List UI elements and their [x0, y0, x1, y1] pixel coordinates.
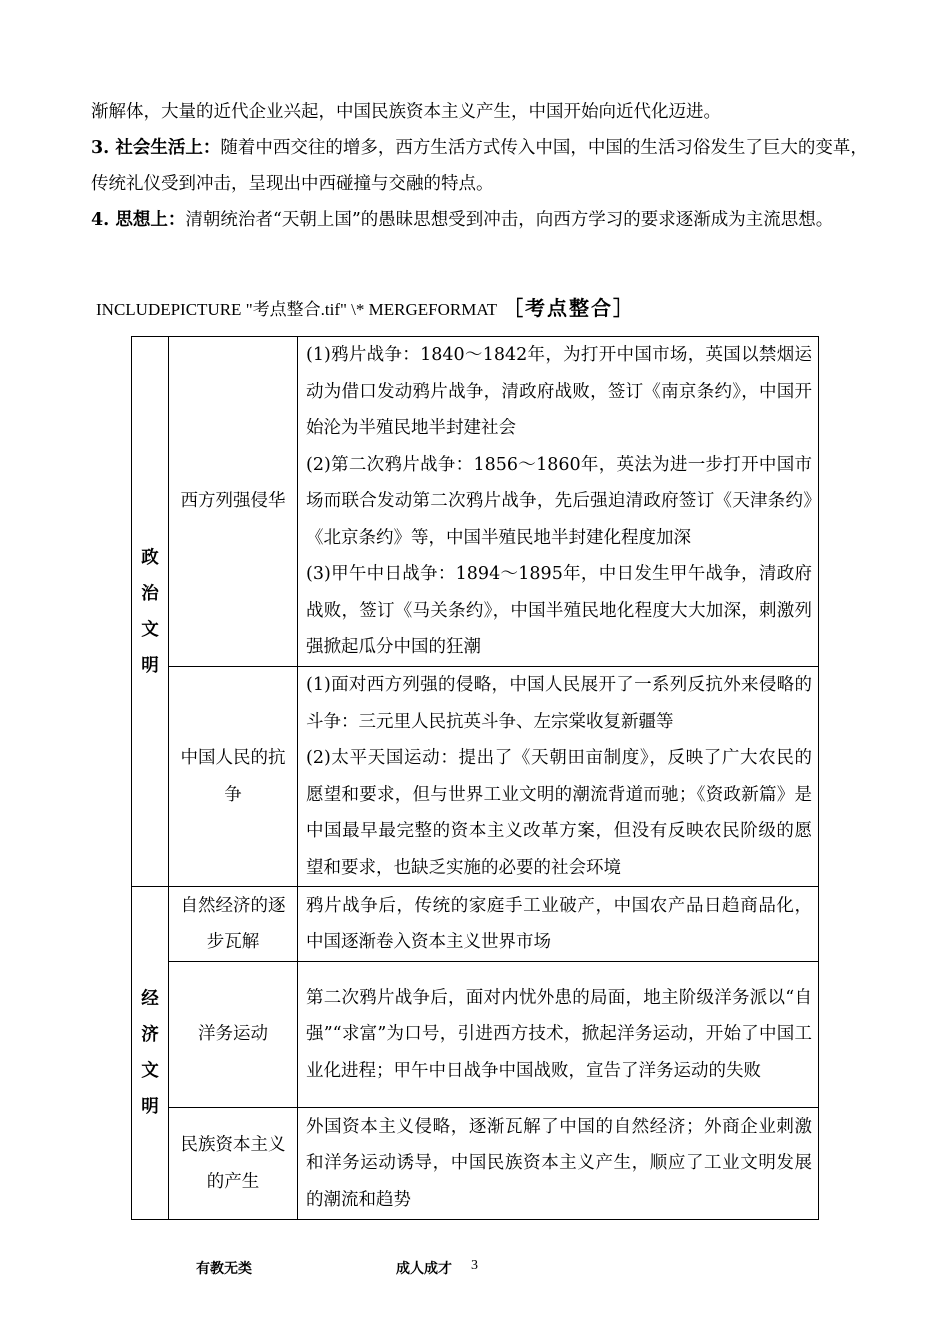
description-cell: (1)鸦片战争：1840～1842年，为打开中国市场，英国以禁烟运动为借口发动鸦片战争，清政府战败，签订《南京条约》，中国开始沦为半殖民地半封建社会 (2)第二次鸦片战争：1856～1860年，英法为进一步打开中国市场而联合发动第二次鸦片战争，先后强迫清政府签订《天津条约》《北京条约》等，中国半殖民地半封建化程度加深 (3)甲午中日战争：1894～1895年，中日发生甲午战争，清政府战败，签订《马关条约》，中国半殖民地化程度大大加深，刺激列强掀起瓜分中国的狂潮 — [298, 337, 819, 667]
description-cell: 第二次鸦片战争后，面对内忧外患的局面，地主阶级洋务派以“自强”“求富”为口号，引进西方技术，掀起洋务运动，开始了中国工业化进程；甲午中日战争中国战败，宣告了洋务运动的失败 — [298, 962, 819, 1108]
footer-motto-middle: 成人成才 — [396, 1261, 452, 1277]
table-row — [132, 962, 819, 1108]
table-row — [132, 1108, 819, 1220]
description-cell: (1)面对西方列强的侵略，中国人民展开了一系列反抗外来侵略的斗争：三元里人民抗英斗争、左宗棠收复新疆等 (2)太平天国运动：提出了《天朝田亩制度》，反映了广大农民的愿望和要求，但与世界工业文明的潮流背道而驰；《资政新篇》是中国最早最完整的资本主义改革方案，但没有反映农民阶级的愿望和要求，也缺乏实施的必要的社会环境 — [298, 667, 819, 887]
include-field-code: INCLUDEPICTURE "考点整合.tif" \* MERGEFORMAT — [96, 300, 497, 319]
item-3-paragraph — [91, 130, 871, 202]
section-stamp: ［考点整合］ — [503, 296, 636, 320]
item-4-text: 清朝统治者“天朝上国”的愚昧思想受到冲击，向西方学习的要求逐渐成为主流思想。 — [185, 210, 834, 230]
description-cell: 外国资本主义侵略，逐渐瓦解了中国的自然经济；外商企业刺激和洋务运动诱导，中国民族资本主义产生，顺应了工业文明发展的潮流和趋势 — [298, 1108, 819, 1220]
table-row — [132, 667, 819, 887]
subcategory-cell: 西方列强侵华 — [169, 337, 298, 667]
summary-table — [131, 336, 819, 1220]
category-economy: 经 济 文 明 — [132, 887, 169, 1220]
table-row — [132, 887, 819, 962]
item-4-paragraph — [91, 202, 871, 238]
item-4-label: 4. 思想上： — [91, 210, 186, 230]
intro-line-1: 渐解体，大量的近代企业兴起，中国民族资本主义产生，中国开始向近代化迈进。 — [91, 102, 721, 122]
item-3-text: 随着中西交往的增多，西方生活方式传入中国，中国的生活习俗发生了巨大的变革，传统礼仪受到冲击，呈现出中西碰撞与交融的特点。 — [91, 138, 868, 194]
table-row — [132, 337, 819, 667]
footer-motto-left: 有教无类 — [196, 1261, 252, 1277]
subcategory-cell: 自然经济的逐步瓦解 — [169, 887, 298, 962]
subcategory-cell: 洋务运动 — [169, 962, 298, 1108]
category-politics: 政 治 文 明 — [132, 337, 169, 887]
subcategory-cell: 中国人民的抗争 — [169, 667, 298, 887]
item-3-label: 3. 社会生活上： — [91, 138, 221, 158]
description-cell: 鸦片战争后，传统的家庭手工业破产，中国农产品日趋商品化，中国逐渐卷入资本主义世界市场 — [298, 887, 819, 962]
page-number: 3 — [471, 1258, 478, 1273]
include-picture-field — [96, 292, 635, 321]
subcategory-cell: 民族资本主义的产生 — [169, 1108, 298, 1220]
